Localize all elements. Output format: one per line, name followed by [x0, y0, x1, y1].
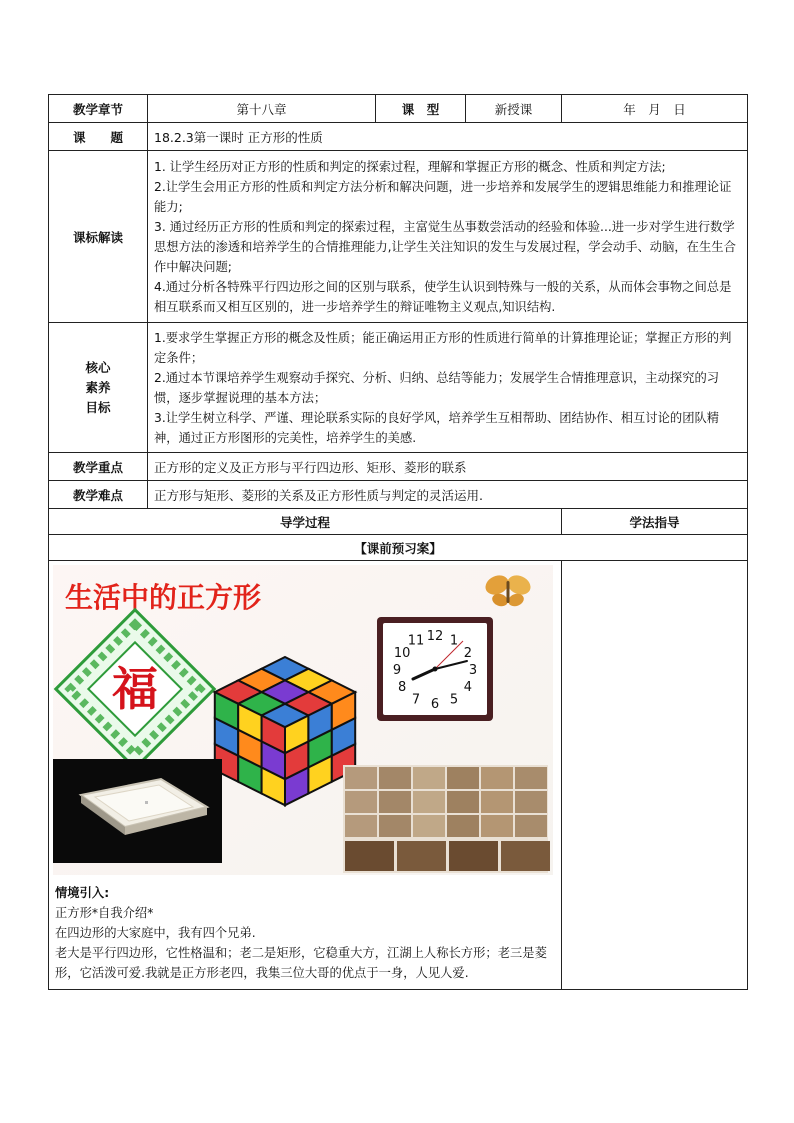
clock-number: 9	[392, 663, 402, 678]
tile	[413, 791, 445, 813]
intro-heading: 情境引入:	[55, 886, 110, 900]
section-title-row	[49, 535, 748, 561]
picture-title: 生活中的正方形	[65, 581, 262, 614]
goals-label	[49, 323, 148, 453]
tile	[515, 791, 547, 813]
tile	[515, 767, 547, 789]
section-title: 【课前预习案】	[49, 535, 748, 561]
tile	[481, 791, 513, 813]
clock-number: 12	[426, 629, 444, 644]
goals-row	[49, 323, 748, 453]
tile	[413, 815, 445, 837]
process-content	[49, 561, 562, 990]
standards-row	[49, 151, 748, 323]
clock-number: 3	[468, 663, 478, 678]
tile	[481, 815, 513, 837]
standards-item: 3. 通过经历正方形的性质和判定的探索过程，主富觉生丛事数尝活动的经验和体验...进一步对学生进行数学思想方法的渗透和培养学生的合情推理能力,让学生关注知识的发生与发展过程，学会动手、动脑，在生生合作中解决问题;	[154, 219, 736, 274]
tile	[397, 841, 446, 871]
goals-label-line: 素养	[85, 379, 111, 395]
type-label: 课 型	[376, 95, 466, 123]
goals-label-line: 目标	[85, 399, 111, 415]
intro-line: 正方形*自我介绍*	[55, 906, 154, 920]
clock-number: 4	[463, 680, 473, 695]
tile	[449, 841, 498, 871]
life-squares-picture	[53, 565, 553, 875]
process-header-row	[49, 509, 748, 535]
standards-content	[148, 151, 748, 323]
standards-label: 课标解读	[49, 151, 148, 323]
content-row	[49, 561, 748, 990]
tile	[379, 767, 411, 789]
intro-line: 老大是平行四边形，它性格温和；老二是矩形，它稳重大方，江湖上人称长方形；老三是菱形，它活泼可爱.我就是正方形老四，我集三位大哥的优点于一身，人见人爱.	[55, 946, 547, 980]
tile	[379, 815, 411, 837]
tile	[345, 815, 377, 837]
key-point-row	[49, 453, 748, 481]
wall-clock	[377, 617, 493, 721]
clock-number: 11	[407, 633, 425, 649]
goals-content	[148, 323, 748, 453]
floor-tiles	[343, 765, 550, 873]
key-point-label: 教学重点	[49, 453, 148, 481]
tile	[345, 791, 377, 813]
tile	[447, 791, 479, 813]
type-value: 新授课	[466, 95, 562, 123]
tile	[345, 767, 377, 789]
goals-label-line: 核心	[85, 359, 111, 375]
clock-number: 2	[463, 646, 473, 661]
fu-character: 福	[112, 662, 158, 716]
topic-row	[49, 123, 748, 151]
tile	[413, 767, 445, 789]
goals-item: 3.让学生树立科学、严谨、理论联系实际的良好学风，培养学生互相帮助、团结协作、相互讨论的团队精神，通过正方形图形的完美性，培养学生的美感.	[154, 410, 720, 445]
tile	[481, 767, 513, 789]
clock-number: 6	[430, 697, 440, 712]
guidance-content	[562, 561, 748, 990]
guidance-column-header: 学法指导	[562, 509, 748, 535]
standards-item: 4.通过分析各特殊平行四边形之间的区别与联系，使学生认识到特殊与一般的关系，从而体会事物之间总是相互联系而又相互区别的，进一步培养学生的辩证唯物主义观点,知识结构.	[154, 279, 732, 314]
clock-number: 7	[411, 692, 421, 708]
process-column-header: 导学过程	[49, 509, 562, 535]
topic-value: 18.2.3第一课时 正方形的性质	[148, 123, 748, 151]
chapter-value: 第十八章	[148, 95, 376, 123]
lesson-plan-table	[48, 94, 748, 990]
clock-number: 10	[393, 646, 411, 661]
tile	[447, 815, 479, 837]
date-value: 年 月 日	[562, 95, 748, 123]
header-row	[49, 95, 748, 123]
chapter-label: 教学章节	[49, 95, 148, 123]
ceiling-lamp	[53, 759, 222, 863]
tile	[447, 767, 479, 789]
goals-item: 2.通过本节课培养学生观察动手探究、分析、归纳、总结等能力；发展学生合情推理意识，主动探究的习惯，逐步掌握说理的基本方法；	[154, 370, 720, 405]
difficulty-row	[49, 481, 748, 509]
intro-line: 在四边形的大家庭中，我有四个兄弟.	[55, 926, 256, 940]
topic-label: 课 题	[49, 123, 148, 151]
intro-block	[49, 875, 561, 989]
tile	[379, 791, 411, 813]
tile	[515, 815, 547, 837]
standards-item: 1. 让学生经历对正方形的性质和判定的探索过程，理解和掌握正方形的概念、性质和判定方法;	[154, 159, 666, 174]
clock-number: 8	[397, 680, 407, 695]
clock-number: 5	[449, 692, 459, 708]
standards-item: 2.让学生会用正方形的性质和判定方法分析和解决问题，进一步培养和发展学生的逻辑思维能力和推理论证能力;	[154, 179, 732, 214]
clock-number: 1	[449, 633, 459, 649]
key-point-value: 正方形的定义及正方形与平行四边形、矩形、菱形的联系	[148, 453, 748, 481]
difficulty-value: 正方形与矩形、菱形的关系及正方形性质与判定的灵活运用.	[148, 481, 748, 509]
goals-item: 1.要求学生掌握正方形的概念及性质；能正确运用正方形的性质进行简单的计算推理论证；掌握正方形的判定条件；	[154, 330, 732, 365]
tile	[501, 841, 550, 871]
tile	[345, 841, 394, 871]
difficulty-label: 教学难点	[49, 481, 148, 509]
